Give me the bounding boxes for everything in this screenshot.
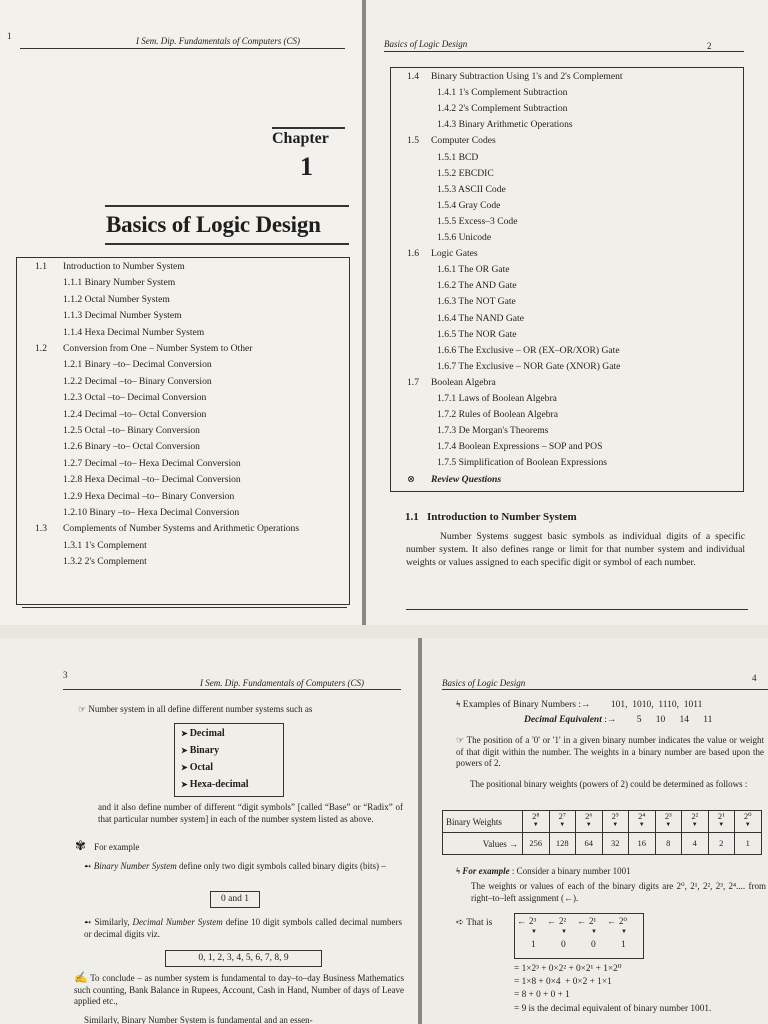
down-arrow-icon: ▼ [691,822,698,828]
down-arrow-icon: ▼ [621,929,627,935]
entry-title: 1.5.1 BCD [437,151,479,163]
down-arrow-icon: ▼ [744,822,751,828]
similarly-cut-line: Similarly, Binary Number System is fundamental and an essen- [84,1015,313,1024]
system-name: Octal [189,762,214,773]
entry-title: Complements of Number Systems and Arithmetic Operations [63,523,300,535]
entry-title: Review Questions [431,473,502,485]
entry-title: 1.5.2 EBCDIC [437,167,494,179]
power-cell-text: 2² [691,811,699,821]
entry-title: Boolean Algebra [431,376,496,388]
arrow-icon: :→ [578,700,591,710]
contents-box [16,257,350,605]
diagram-power: 2¹ [589,916,597,926]
chapter-title: Basics of Logic Design [106,212,321,237]
running-header: I Sem. Dip. Fundamentals of Computers (CS) [136,36,300,46]
left-arrow-icon: ← [547,916,556,926]
values-label-text: Values [482,838,507,849]
binary-ns-term: Binary Number System [93,861,177,871]
entry-number: 1.4 [407,71,419,82]
entry-title: Introduction to Number System [63,261,185,272]
positional-paragraph: The positional binary weights (powers of 2) could be determined as follows : [470,779,748,789]
entry-title: 1.4.3 Binary Arithmetic Operations [437,119,573,131]
entry-title: 1.6.7 The Exclusive – NOR Gate (XNOR) Gate [437,360,621,372]
value-cell-text: 16 [637,838,646,848]
title-rule-top [105,205,349,207]
lightning-icon: ϟ [456,700,461,710]
power-cell [709,811,736,832]
entry-title: Binary Subtraction Using 1's and 2's Complement [431,71,623,82]
calculation-line: = 8 + 0 + 0 + 1 [514,990,570,1000]
left-arrow-icon: ← [607,916,616,926]
down-arrow-icon: ▼ [561,929,567,935]
header-rule [384,51,744,52]
entry-title: 1.6.4 The NAND Gate [437,312,524,324]
diagram-digit: 0 [561,940,566,950]
value-cell-text: 8 [666,838,671,848]
intro-line [78,704,408,716]
running-header: I Sem. Dip. Fundamentals of Computers (CS) [200,678,364,688]
entry-title: 1.2.6 Binary –to– Octal Conversion [63,441,200,453]
diagram-digit: 1 [531,940,536,950]
entry-title: 1.5.4 Gray Code [437,199,501,211]
running-header: Basics of Logic Design [384,39,468,49]
entry-title: 1.7.2 Rules of Boolean Algebra [437,409,558,421]
entry-title: 1.7.4 Boolean Expressions – SOP and POS [437,441,603,453]
powers-cells [523,811,762,833]
binary-ns-line [84,861,402,873]
entry-title: 1.2.10 Binary –to– Hexa Decimal Conversion [63,507,240,518]
running-header: Basics of Logic Design [442,678,526,688]
entry-title: 1.1.1 Binary Number System [63,277,176,289]
conclude-paragraph [74,973,404,1008]
left-arrow-icon: ← [577,916,586,926]
decimal-equivalent-label: Decimal Equivalent [524,715,602,725]
examples-label: Examples of Binary Numbers [462,700,576,710]
value-cell [682,833,709,854]
digits-paragraph: and it also define number of different “digit symbols” [called “Base” or “Radix” of that particular number system] in each of the number system listed as above. [98,802,403,824]
entry-title: 1.3.2 2's Complement [63,556,147,568]
section-paragraph: Number Systems suggest basic symbols as individual digits of a specific number system. It also defines range or limit for that number system and individual weights or values assigned to each specific digit or symbol of each number. [406,531,745,568]
entry-title: 1.2.3 Octal –to– Decimal Conversion [63,392,207,404]
value-cell [523,833,550,854]
for-example-label: For example [462,866,510,876]
weights-paragraph: The weights or values of each of the binary digits are 2⁰, 2¹, 2², 2³, 2⁴.... from right–to–left assignment (←). [471,881,766,903]
system-name: Binary [189,745,220,756]
pointing-arrow-icon: ➪ [456,918,464,928]
entry-title: 1.6.2 The AND Gate [437,280,517,292]
for-example-line [75,840,375,854]
value-cell-text: 4 [692,838,697,848]
value-cell-text: 256 [529,838,543,848]
system-item [181,745,219,756]
page-1 [0,0,362,625]
value-cell [550,833,577,854]
value-cell [576,833,603,854]
page-4 [422,638,768,1024]
entry-title: 1.6.6 The Exclusive – OR (EX–OR/XOR) Gate [437,344,620,356]
header-rule [442,689,768,690]
entry-title: 1.5.6 Unicode [437,232,492,243]
entry-title: 1.1.4 Hexa Decimal Number System [63,326,205,338]
arrow-bullet-icon: ➤ [181,746,188,755]
diagram-power: 2² [559,916,567,926]
entry-title: Conversion from One – Number System to Other [63,343,253,354]
binary-digits-box: 0 and 1 [210,891,260,908]
down-arrow-icon: ▼ [532,822,539,828]
down-arrow-icon: ▼ [612,822,619,828]
diagram-digit: 0 [591,940,596,950]
for-example-text: : Consider a binary number 1001 [509,866,631,876]
calculation-line: = 9 is the decimal equivalent of binary number 1001. [514,1003,712,1014]
power-cell-text: 2⁶ [585,811,593,821]
entry-title: 1.2.5 Octal –to– Binary Conversion [63,425,200,436]
value-cell [629,833,656,854]
left-arrow-icon: ← [517,916,526,926]
page-2 [366,0,768,625]
entry-number: 1.1 [35,261,47,272]
decimal-equivalent-line [524,715,712,727]
down-arrow-icon: ▼ [665,822,672,828]
footer-rule [406,609,748,610]
arrow-icon: :→ [604,715,617,725]
calculation-line: = 1×2³ + 0×2² + 0×2¹ + 1×2⁰ [514,964,622,974]
lightning-icon: ϟ [456,866,461,876]
system-name: Decimal [189,728,225,739]
value-cell-text: 1 [745,838,750,848]
entry-title: 1.5.5 Excess–3 Code [437,215,518,227]
entry-title: 1.1.3 Decimal Number System [63,310,182,322]
power-cell-text: 2⁰ [743,811,752,821]
power-cell-text: 2³ [664,811,672,821]
chapter-label: Chapter [272,130,329,147]
binary-ns-text: define only two digit symbols called binary digits (bits) – [176,861,386,871]
down-arrow-icon: ▼ [718,822,725,828]
decorative-swirl-icon: ✾ [75,838,86,853]
pointing-hand-icon: ☞ [456,735,465,745]
diagram-digit: 1 [621,940,626,950]
power-cell-text: 2⁵ [611,811,619,821]
entry-title: 1.2.4 Decimal –to– Octal Conversion [63,408,207,420]
page-number: 3 [63,670,68,680]
page-number: 4 [752,673,757,683]
for-example-line [456,866,766,878]
title-rule-bottom [105,243,349,245]
arrow-bullet-icon: ➤ [181,763,188,772]
power-cell-text: 2⁸ [532,811,540,821]
power-cell [523,811,550,832]
value-cell-text: 32 [611,838,620,848]
power-cell [550,811,577,832]
entry-title: 1.3.1 1's Complement [63,539,147,551]
entry-title: 1.2.7 Decimal –to– Hexa Decimal Conversion [63,457,241,469]
power-cell-text: 2¹ [717,811,725,821]
entry-title: 1.6.5 The NOR Gate [437,328,517,340]
page-number: 1 [7,31,12,41]
scribble-arrow-icon: ✍ [74,972,88,984]
for-example-text: For example [94,842,140,852]
entry-number: 1.5 [407,135,419,147]
value-cell [603,833,630,854]
down-arrow-icon: ▼ [585,822,592,828]
weights-diagram [514,913,644,959]
binary-weights-table [442,810,762,855]
that-is-line [456,918,492,930]
contents-list [391,68,743,491]
page-number: 2 [707,41,712,51]
conclude-text: To conclude – as number system is fundamental to day–to–day Business Mathematics such counting, Bank Balance in Rupees, Account, Cash in Hand, Number of days of Leave applied etc., [74,973,405,1006]
values-label: Values → [443,833,523,855]
entry-title: 1.4.1 1's Complement Subtraction [437,87,568,99]
entry-title: 1.2.1 Binary –to– Decimal Conversion [63,359,212,371]
power-cell [682,811,709,832]
value-cell-text: 2 [719,838,724,848]
position-paragraph [456,735,764,770]
examples-values: 101, 1010, 1110, 1011 [610,700,703,710]
entry-title: 1.5.3 ASCII Code [437,183,506,195]
page-3 [0,638,418,1024]
power-cell [735,811,761,832]
decimal-equivalent-values: 5 10 14 11 [636,715,713,725]
power-cell [656,811,683,832]
value-cell-text: 64 [584,838,593,848]
contents-box [390,67,744,492]
value-cell [735,833,761,854]
decimal-ns-line [84,917,402,940]
power-cell-text: 2⁴ [638,811,646,821]
entry-number: ⊗ [407,473,416,485]
arrow-bullet-icon: ➻ [84,917,92,927]
entry-title: 1.6.1 The OR Gate [437,264,510,276]
systems-box [174,723,284,797]
values-cells [523,833,762,855]
value-cell [709,833,736,854]
power-cell [629,811,656,832]
arrow-bullet-icon: ➤ [181,780,188,789]
decimal-ns-prefix: Similarly, [94,917,133,927]
entry-number: 1.6 [407,248,419,260]
down-arrow-icon: ▼ [559,822,566,828]
diagram-power: 2⁰ [619,916,628,926]
entry-number: 1.7 [407,376,419,388]
down-arrow-icon: ▼ [638,822,645,828]
section-heading: 1.1 Introduction to Number System [405,511,577,523]
entry-title: Computer Codes [431,135,496,147]
position-text: The position of a '0' or '1' in a given binary number indicates the value or weight of that digit within the number. The weights in a binary number are based upon the powers of 2. [456,735,764,768]
calculation-line: = 1×8 + 0×4 + 0×2 + 1×1 [514,976,612,987]
that-is-text: That is [466,918,493,928]
entry-title: 1.4.2 2's Complement Subtraction [437,103,568,115]
system-item [181,779,249,790]
footer-rule [22,607,347,608]
arrow-bullet-icon: ➻ [84,861,92,871]
decimal-ns-term: Decimal Number System [132,917,223,927]
system-item [181,728,225,739]
entry-title: 1.7.1 Laws of Boolean Algebra [437,393,557,404]
power-cell [603,811,630,832]
power-cell-text: 2⁷ [558,811,566,821]
entry-title: Logic Gates [431,248,478,260]
examples-line [456,700,702,712]
entry-title: 1.2.8 Hexa Decimal –to– Decimal Conversion [63,474,241,486]
header-rule [63,689,401,690]
entry-title: 1.7.5 Simplification of Boolean Expressions [437,457,608,469]
system-name: Hexa-decimal [189,779,249,790]
value-cell-text: 128 [555,838,569,848]
arrow-bullet-icon: ➤ [181,729,188,738]
entry-title: 1.2.9 Hexa Decimal –to– Binary Conversion [63,490,235,502]
entry-title: 1.2.2 Decimal –to– Binary Conversion [63,375,212,387]
table-row [443,811,762,833]
chapter-number: 1 [300,152,313,181]
entry-number: 1.3 [35,523,47,535]
decimal-digits-box: 0, 1, 2, 3, 4, 5, 6, 7, 8, 9 [165,950,322,967]
down-arrow-icon: ▼ [591,929,597,935]
system-item [181,762,213,773]
contents-list [17,258,349,604]
entry-number: 1.2 [35,343,47,354]
decimal-ns-text: define 10 digit symbols called decimal numbers or decimal digits viz. [84,917,403,939]
chapter-rule [272,127,345,129]
entry-title: 1.1.2 Octal Number System [63,293,170,305]
binary-weights-label: Binary Weights [443,811,523,833]
pointing-hand-icon: ☞ [78,704,87,714]
header-rule [20,48,345,49]
diagram-power: 2³ [529,916,537,926]
value-cell [656,833,683,854]
entry-title: 1.6.3 The NOT Gate [437,296,516,308]
table-row [443,833,762,855]
power-cell [576,811,603,832]
down-arrow-icon: ▼ [531,929,537,935]
entry-title: 1.7.3 De Morgan's Theorems [437,425,549,437]
intro-text: Number system in all define different number systems such as [88,704,313,714]
